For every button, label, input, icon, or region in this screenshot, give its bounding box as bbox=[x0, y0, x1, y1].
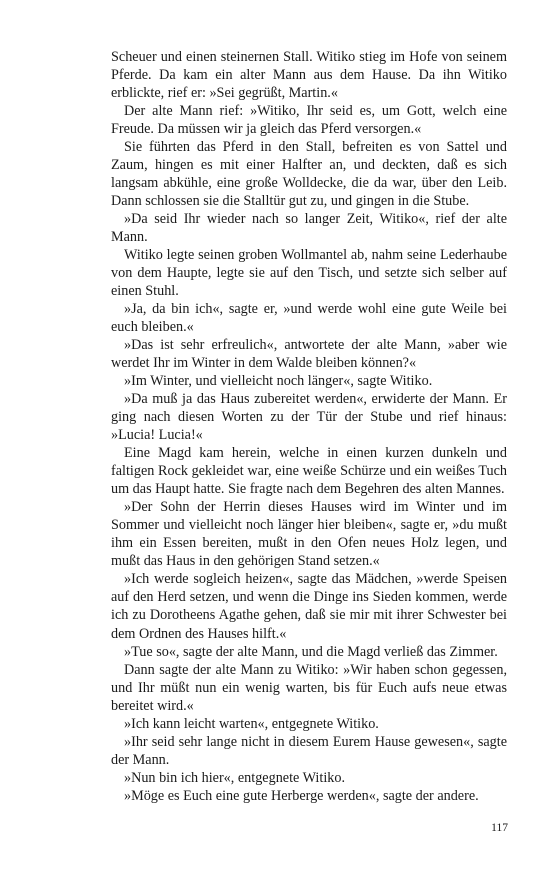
paragraph: Der alte Mann rief: »Witiko, Ihr seid es, um Gott, welch eine Freude. Da müssen wir ja gleich das Pferd versorgen.« bbox=[111, 103, 507, 138]
page-number: 117 bbox=[491, 822, 508, 834]
paragraph: »Im Winter, und vielleicht noch länger«, sagte Witiko. bbox=[124, 373, 433, 390]
paragraph: Scheuer und einen steinernen Stall. Witiko stieg im Hofe von seinem Pferde. Da kam ein alter Mann aus dem Hause. Da ihn Witiko erblickte, rief er: »Sei gegrüßt, Martin.« bbox=[111, 49, 507, 102]
paragraph: »Tue so«, sagte der alte Mann, und die Magd verließ das Zimmer. bbox=[124, 643, 498, 660]
paragraph: »Ja, da bin ich«, sagte er, »und werde wohl eine gute Weile bei euch bleiben.« bbox=[111, 301, 507, 336]
paragraph: »Ich werde sogleich heizen«, sagte das Mädchen, »werde Speisen auf den Herd setzen, und wenn die Dinge ins Sieden kommen, werde ich zu Dorotheens Agathe gehen, daß sie mir mit ihrer Schwester bei dem Ordnen des Hauses hilft.« bbox=[111, 571, 507, 642]
paragraph: »Nun bin ich hier«, entgegnete Witiko. bbox=[124, 769, 345, 786]
paragraph: Sie führten das Pferd in den Stall, befreiten es von Sattel und Zaum, hingen es mit einer Halfter an, und deckten, daß es sich langsam abkühle, eine große Wolldecke, die da war, über den Leib. Dann schlossen sie die Stalltür gut zu, und gingen in die Stube. bbox=[111, 139, 507, 210]
paragraph: Dann sagte der alte Mann zu Witiko: »Wir haben schon gegessen, und Ihr müßt nun ein wenig warten, bis für Euch aufs neue etwas bereitet wird.« bbox=[111, 661, 507, 714]
paragraph: »Ich kann leicht warten«, entgegnete Witiko. bbox=[124, 715, 379, 732]
paragraph: »Der Sohn der Herrin dieses Hauses wird im Winter und im Sommer und vielleicht noch länger hier bleiben«, sagte er, »du mußt ihm ein Essen bereiten, mußt in den Ofen neues Holz legen, und mußt das Haus in den gehörigen Stand setzen.« bbox=[111, 499, 507, 570]
paragraph: Eine Magd kam herein, welche in einen kurzen dunkeln und faltigen Rock gekleidet war, eine weiße Schürze und ein weißes Tuch um das Haupt hatte. Sie fragte nach dem Begehren des alten Mannes. bbox=[111, 445, 507, 498]
paragraph: Witiko legte seinen groben Wollmantel ab, nahm seine Lederhaube von dem Haupte, legte sie auf den Tisch, und setzte sich selber auf einen Stuhl. bbox=[111, 247, 507, 300]
paragraph: »Da muß ja das Haus zubereitet werden«, erwiderte der Mann. Er ging nach diesen Worten zu der Tür der Stube und rief hinaus: »Lucia! Lucia!« bbox=[111, 391, 507, 444]
paragraph: »Ihr seid sehr lange nicht in diesem Eurem Hause gewesen«, sagte der Mann. bbox=[111, 733, 507, 768]
paragraph: »Das ist sehr erfreulich«, antwortete der alte Mann, »aber wie werdet Ihr im Winter in dem Walde bleiben können?« bbox=[111, 337, 507, 372]
paragraph: »Da seid Ihr wieder nach so langer Zeit, Witiko«, rief der alte Mann. bbox=[111, 211, 507, 246]
body-text bbox=[111, 48, 507, 805]
paragraph: »Möge es Euch eine gute Herberge werden«, sagte der andere. bbox=[124, 787, 479, 804]
